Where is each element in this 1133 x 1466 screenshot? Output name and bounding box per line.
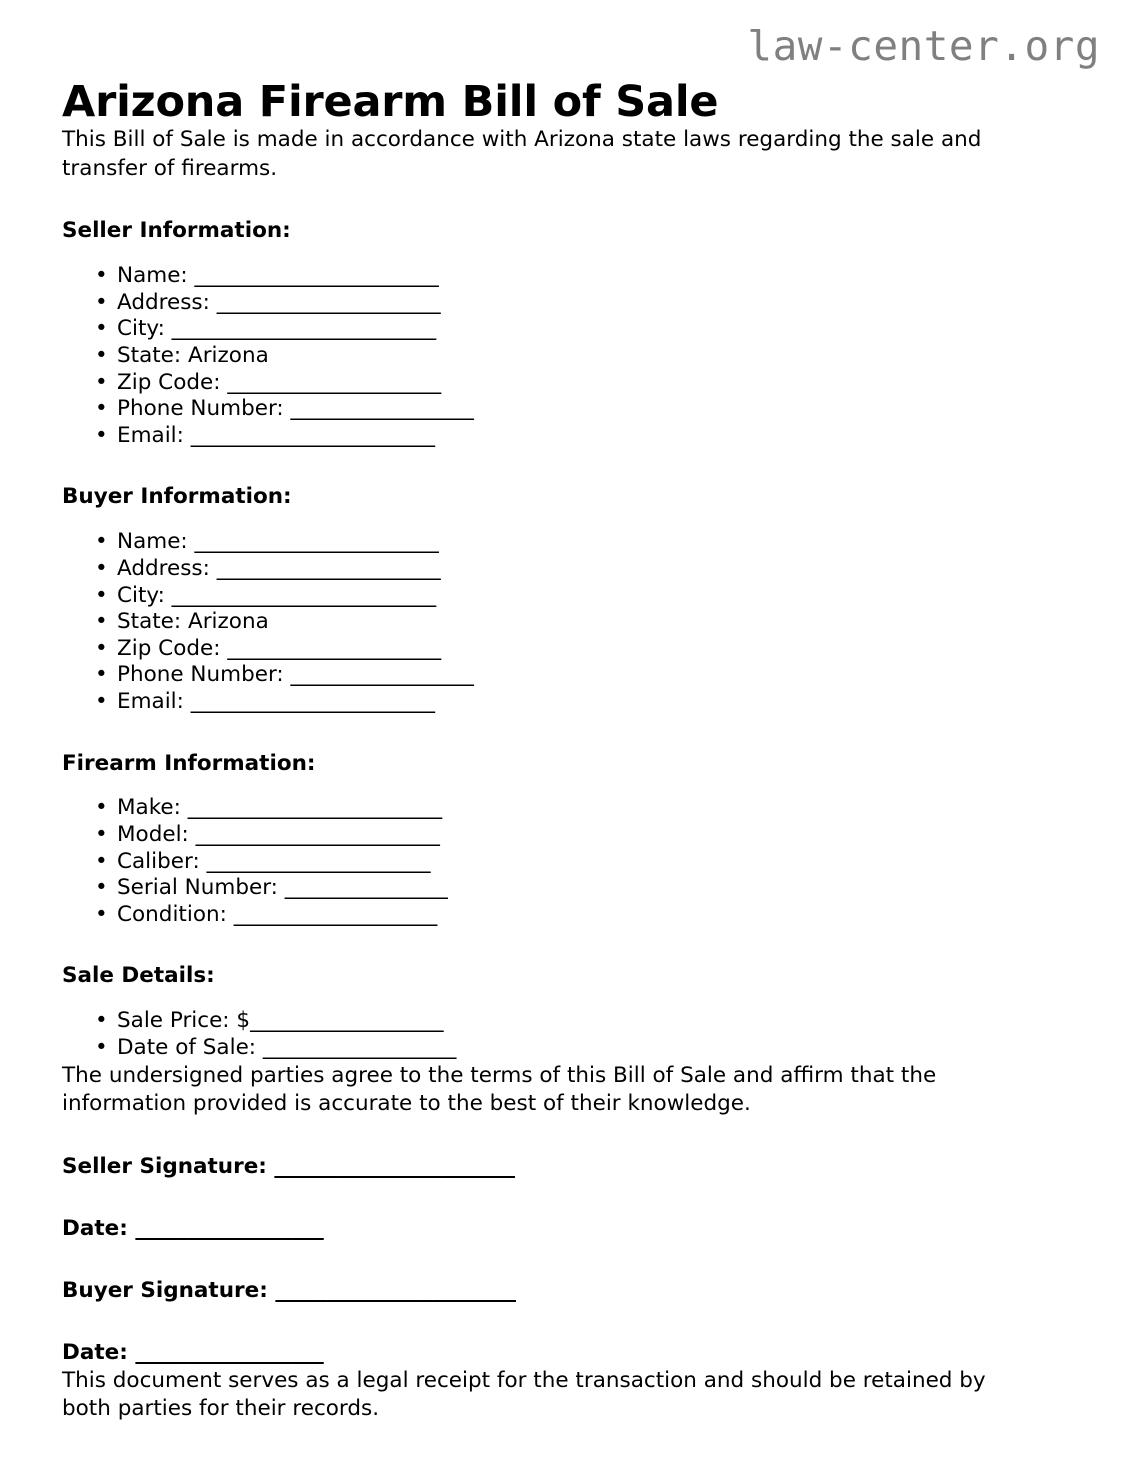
list-item [62,263,1072,290]
list-item [62,343,1072,370]
list-item [62,875,1072,902]
signature-blank[interactable]: _______________________ [275,1277,516,1303]
field-value: Arizona [188,609,269,635]
bullet-icon: • [95,343,108,369]
sale-details-field-list [62,990,1072,1061]
bullet-icon: • [95,688,108,714]
field-label: Model: [117,822,189,848]
signature-label: Date: [62,1215,128,1241]
field-label: Phone Number: [117,396,284,422]
section-heading-sale-details: Sale Details: [62,963,215,989]
intro-paragraph: This Bill of Sale is made in accordance with Arizona state laws regarding the sale and transfer of firearms. [62,127,982,181]
seller-date-line [62,1181,1072,1243]
field-label: Make: [117,795,181,821]
field-blank[interactable]: ________________ [284,875,448,901]
list-item [62,795,1072,822]
bullet-icon: • [95,289,108,315]
firearm-field-list [62,777,1072,928]
field-label: Condition: [117,901,227,927]
list-item [62,396,1072,423]
list-item [62,902,1072,929]
signature-blank[interactable]: _______________________ [274,1153,515,1179]
list-item [62,636,1072,663]
field-blank[interactable]: ______________________ [206,848,430,874]
field-label: Serial Number: [117,875,278,901]
list-item [62,370,1072,397]
page-title: Arizona Firearm Bill of Sale [62,77,719,127]
field-blank[interactable]: ___________________ [250,1008,443,1034]
field-label: Phone Number: [117,662,284,688]
bullet-icon: • [95,822,108,848]
watermark-law-center: law-center.org [747,22,1100,70]
field-label: Name: [117,263,188,289]
field-label: State: [117,609,182,635]
bullet-icon: • [95,529,108,555]
field-label: Email: [117,422,184,448]
field-blank[interactable]: ________________________ [194,263,439,289]
field-label: Zip Code: [117,369,221,395]
bullet-icon: • [95,635,108,661]
field-label: State: [117,343,182,369]
buyer-date-line [62,1305,1072,1367]
list-item [62,849,1072,876]
field-label: Caliber: [117,848,200,874]
field-label: Date of Sale: [117,1034,257,1060]
bullet-icon: • [95,369,108,395]
signature-label: Date: [62,1339,128,1365]
field-blank[interactable]: ______________________ [216,289,441,315]
field-label: Address: [117,289,210,315]
buyer-signature-line [62,1243,1072,1305]
field-blank[interactable]: ________________________ [194,529,439,555]
field-blank[interactable]: ______________________ [216,555,441,581]
bullet-icon: • [95,795,108,821]
list-item [62,662,1072,689]
field-blank[interactable]: ___________________ [262,1034,456,1060]
bullet-icon: • [95,555,108,581]
buyer-field-list [62,511,1072,715]
section-heading-buyer: Buyer Information: [62,484,292,510]
field-label: Address: [117,555,210,581]
bullet-icon: • [95,1008,108,1034]
bullet-icon: • [95,582,108,608]
field-label: Email: [117,688,184,714]
bullet-icon: • [95,901,108,927]
list-item [62,529,1072,556]
field-blank[interactable]: ____________________ [233,901,437,927]
field-blank[interactable]: _____________________ [227,369,441,395]
agreement-paragraph: The undersigned parties agree to the terms of this Bill of Sale and affirm that the information provided is accurate to the best of their knowledge. [62,1062,937,1117]
signature-blank[interactable]: __________________ [135,1339,324,1365]
seller-signature-line [62,1119,1072,1181]
list-item [62,290,1072,317]
list-item [62,1035,1072,1062]
signature-label: Seller Signature: [62,1153,267,1179]
seller-field-list [62,245,1072,449]
bullet-icon: • [95,848,108,874]
list-item [62,689,1072,716]
bullet-icon: • [95,662,108,688]
list-item [62,423,1072,450]
document-content [62,0,1072,1424]
list-item [62,583,1072,610]
field-label: Name: [117,529,188,555]
list-item [62,1008,1072,1035]
field-label: City: [117,582,165,608]
footer-paragraph: This document serves as a legal receipt for the transaction and should be retained by both parties for their records. [62,1367,986,1422]
list-item [62,556,1072,583]
field-blank[interactable]: ________________________ [190,422,435,448]
bullet-icon: • [95,422,108,448]
field-blank[interactable]: ________________________ [190,688,435,714]
list-item [62,822,1072,849]
field-value: Arizona [188,343,269,369]
field-label: City: [117,316,165,342]
list-item [62,316,1072,343]
bullet-icon: • [95,263,108,289]
field-blank[interactable]: ________________________ [195,822,440,848]
bullet-icon: • [95,875,108,901]
section-heading-seller: Seller Information: [62,218,291,244]
field-blank[interactable]: __________________________ [171,582,436,608]
field-blank[interactable]: __________________________ [171,316,436,342]
signature-blank[interactable]: __________________ [135,1215,324,1241]
field-blank[interactable]: _________________________ [187,795,442,821]
field-blank[interactable]: __________________ [290,396,474,422]
field-blank[interactable]: _____________________ [227,635,441,661]
list-item [62,609,1072,636]
bullet-icon: • [95,1034,108,1060]
section-heading-firearm: Firearm Information: [62,750,316,776]
bullet-icon: • [95,316,108,342]
field-blank[interactable]: __________________ [290,662,474,688]
field-label: Sale Price: $ [117,1008,251,1034]
bullet-icon: • [95,609,108,635]
signature-label: Buyer Signature: [62,1277,268,1303]
bullet-icon: • [95,396,108,422]
field-label: Zip Code: [117,635,221,661]
